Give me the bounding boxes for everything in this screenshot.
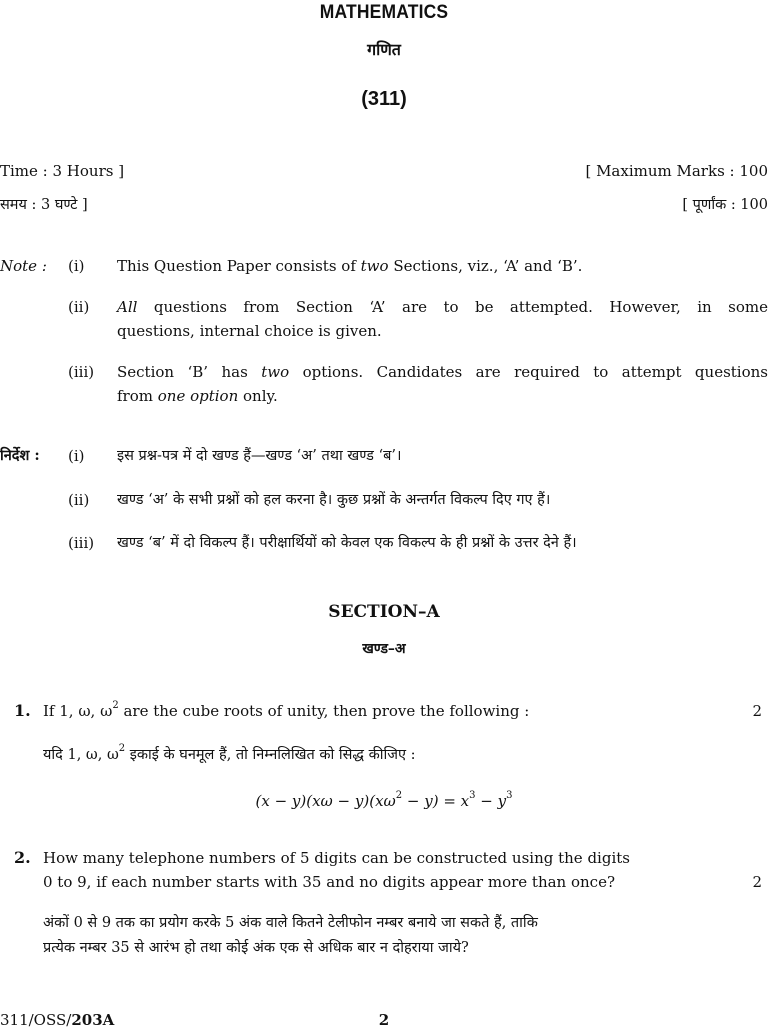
paper-subject: MATHEMATICS [319,2,449,23]
time-english: Time : 3 Hours ] [0,162,125,180]
note-item-2-line2: questions, internal choice is given. [117,322,382,340]
footer-paper-code: 311/OSS/203A [0,1011,115,1029]
marks-english: [ Maximum Marks : 100 [585,162,768,180]
nirdesh-item-1-text: इस प्रश्न-पत्र में दो खण्ड हैं—खण्ड ‘अ’ तथा खण्ड ‘ब’। [117,448,402,464]
nirdesh-item-3-num: (iii) [68,534,95,552]
question-2-number: 2. [14,848,31,867]
note-item-1-num: (i) [68,257,85,275]
question-1-english: If 1, ω, $\omega^2$ are the cube roots of unity, then prove the following : [43,700,530,720]
nirdesh-item-3-text: खण्ड ‘ब’ में दो विकल्प हैं। परीक्षार्थियों को केवल एक विकल्प के ही प्रश्नों के उत्तर देने हैं। [117,535,577,551]
question-2-english-line1: How many telephone numbers of 5 digits can be constructed using the digits [43,849,630,867]
note-item-2-num: (ii) [68,298,90,316]
note-item-3-num: (iii) [68,363,95,381]
marks-hindi: [ पूर्णांक : 100 [682,197,768,213]
nirdesh-item-2-text: खण्ड ‘अ’ के सभी प्रश्नों को हल करना है। कुछ प्रश्नों के अन्तर्गत विकल्प दिए गए हैं। [117,492,551,508]
question-1-number: 1. [14,701,31,720]
section-title-hindi: खण्ड–अ [362,641,406,657]
paper-code: (311) [361,88,407,110]
note-item-2-line1: All questions from Section ‘A’ are to be attempted. However, in some [117,298,768,316]
question-1-marks: 2 [752,702,762,720]
note-label: Note : [0,257,47,275]
question-1-equation: $(x - y)(x\omega - y)(x\omega^2 - y) = x^3 - y^3$ [255,790,513,810]
note-item-3-line2: from one option only. [117,387,278,405]
paper-subject-hindi: गणित [367,40,401,59]
nirdesh-item-1-num: (i) [68,447,85,465]
question-2-marks: 2 [752,873,762,891]
nirdesh-item-2-num: (ii) [68,491,90,509]
question-2-hindi-line2: प्रत्येक नम्बर 35 से आरंभ हो तथा कोई अंक एक से अधिक बार न दोहराया जाये? [43,940,469,956]
time-hindi: समय : 3 घण्टे ] [0,197,88,213]
note-item-1-text: This Question Paper consists of two Sections, viz., ‘A’ and ‘B’. [117,257,583,275]
question-2-hindi-line1: अंकों 0 से 9 तक का प्रयोग करके 5 अंक वाले कितने टेलीफोन नम्बर बनाये जा सकते हैं, ताकि [43,915,538,931]
question-1-hindi: यदि 1, ω, $\omega^2$ इकाई के घनमूल हैं, तो निम्नलिखित को सिद्ध कीजिए : [43,743,416,763]
footer-page-number: 2 [378,1011,390,1029]
question-2-english-line2: 0 to 9, if each number starts with 35 and no digits appear more than once? [43,873,615,891]
nirdesh-label: निर्देश : [0,447,40,464]
note-item-3-line1: Section ‘B’ has two options. Candidates are required to attempt questions [117,363,768,381]
section-title: SECTION–A [328,602,440,622]
